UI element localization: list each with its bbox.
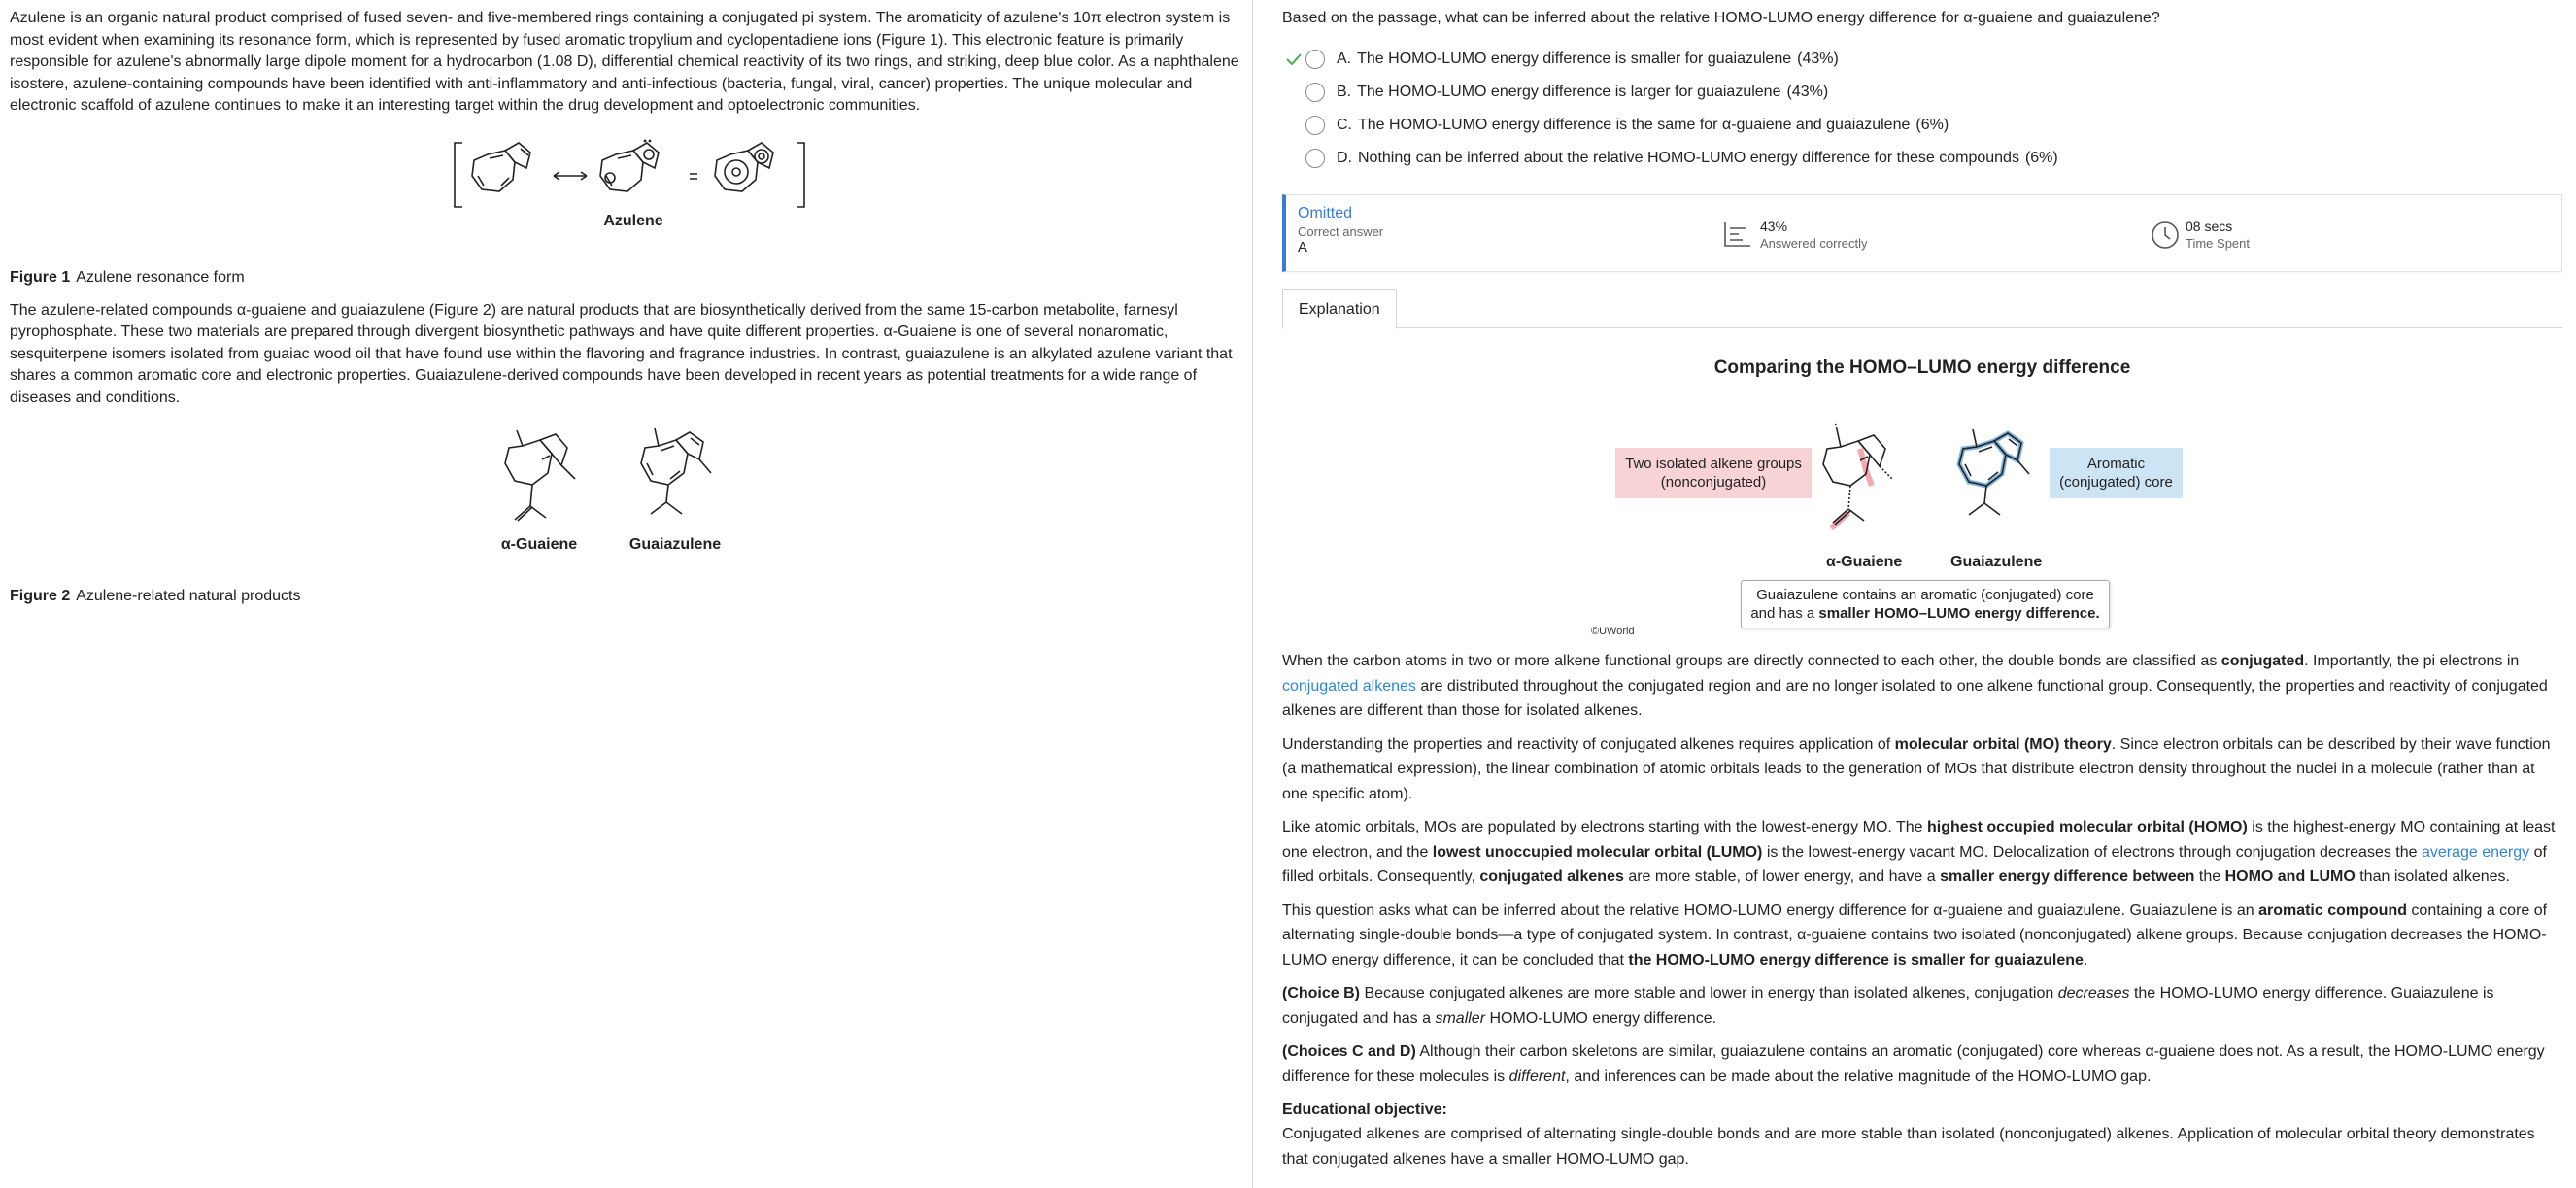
figure-1 [10, 137, 1242, 263]
azulene-related-products-structures [495, 424, 729, 580]
educational-objective-text: Conjugated alkenes are comprised of alternating single-double bonds and are more stable than isolated (nonconjugated) alkenes. Application of molecular orbital theory demonstrates that conjugated alkenes have a smaller HOMO-LUMO gap. [1282, 1126, 2535, 1168]
alpha-guaiene-label: α-Guaiene [1826, 554, 1903, 570]
isolated-alkene-callout [1615, 448, 1812, 498]
choice-percent: (6%) [1915, 117, 1949, 133]
answer-choice-d[interactable] [1282, 142, 2576, 175]
time-spent-label: Time Spent [2186, 236, 2250, 251]
percent-correct-value: 43% [1760, 219, 1788, 234]
choice-percent: (43%) [1786, 84, 1829, 100]
choice-text: The HOMO-LUMO energy difference is smaller for guaiazulene [1357, 51, 1792, 67]
passage-paragraph-2: The azulene-related compounds α-guaiene and guaiazulene (Figure 2) are natural products that are biosynthetically derived from the same 15-carbon metabolite, farnesyl pyrophosphate. These two materials are prepared through divergent biosynthetic pathways and have quite different properties. α-Guaiene is one of several nonaromatic, sesquiterpene isomers isolated from guaiac wood oil that have found use within the flavoring and fragrance industries. In contrast, guaiazulene is an alkylated azulene variant that shares a common aromatic core and electronic properties. Guaiazulene-derived compounds have been developed in recent years as potential treatments for a wide range of diseases and conditions. [10, 301, 1233, 406]
explanation-body [1282, 649, 2562, 1171]
explanation-choice-b: (Choice B) Because conjugated alkenes are more stable and lower in energy than isolated alkenes, conjugation decreases the HOMO-LUMO energy difference. Guaiazulene is conjugated and has a smaller HOMO-LUMO energy difference. [1282, 985, 2494, 1027]
callout-line: (nonconjugated) [1660, 474, 1767, 491]
figure-1-caption [10, 269, 1242, 287]
radio-button-a[interactable] [1305, 50, 1325, 69]
answer-choice-c[interactable] [1282, 109, 2576, 142]
figure-2-caption-text: Azulene-related natural products [76, 588, 301, 604]
radio-button-c[interactable] [1305, 116, 1325, 135]
bar-chart-icon [1723, 221, 1752, 253]
choice-percent: (43%) [1797, 51, 1839, 67]
explanation-structures [1821, 408, 2045, 554]
answer-choice-a[interactable] [1282, 43, 2576, 76]
alpha-guaiene-label: α-Guaiene [500, 536, 578, 553]
callout-line: (conjugated) core [2059, 474, 2173, 491]
aromatic-core-callout [2050, 448, 2183, 498]
figure-1-number: Figure 1 [10, 268, 71, 286]
percent-correct-label: Answered correctly [1760, 236, 1868, 251]
tab-explanation[interactable]: Explanation [1282, 289, 1397, 329]
copyright-notice: ©UWorld [1591, 626, 1635, 637]
figure-2 [10, 424, 1242, 580]
choice-letter: D. [1337, 150, 1352, 166]
callout-line: Two isolated alkene groups [1625, 456, 1802, 472]
figure-2-caption [10, 588, 1242, 605]
correct-answer-label: Correct answer [1298, 224, 1384, 239]
explanation-paragraph-1: When the carbon atoms in two or more alkene functional groups are directly connected to each other, the double bonds are classified as conjugated. Importantly, the pi electrons in conjugated alkenes are distributed throughout the conjugated region and are no longer isolated to one alkene functional group. Consequently, the properties and reactivity of conjugated alkenes are different than those for isolated alkenes. [1282, 653, 2548, 719]
explanation-choices-c-d: (Choices C and D) Although their carbon skeletons are similar, guaiazulene contains an aromatic (conjugated) core whereas α-guaiene does not. As a result, the HOMO-LUMO energy difference for these molecules is different, and inferences can be made about the relative magnitude of the HOMO-LUMO gap. [1282, 1043, 2545, 1085]
figure-1-caption-text: Azulene resonance form [76, 268, 245, 286]
question-stem: Based on the passage, what can be inferred about the relative HOMO-LUMO energy difference for α-guaiene and guaiazulene? [1282, 10, 2160, 26]
question-pane [1253, 0, 2576, 1188]
guaiazulene-label: Guaiazulene [628, 536, 722, 553]
azulene-resonance-structure [449, 137, 818, 263]
stats-bar [1282, 194, 2562, 272]
summary-callout [1741, 580, 2110, 628]
time-spent-stat [2186, 219, 2250, 251]
percent-correct-stat [1760, 219, 1868, 251]
summary-line-1: Guaiazulene contains an aromatic (conjugated) core [1756, 587, 2094, 603]
choice-percent: (6%) [2024, 150, 2058, 166]
azulene-label: Azulene [603, 212, 663, 229]
tab-bar [1282, 289, 2562, 328]
choice-text: The HOMO-LUMO energy difference is larger for guaiazulene [1357, 84, 1781, 100]
choice-letter: A. [1337, 51, 1352, 67]
correct-check-icon [1282, 48, 1305, 71]
passage-paragraph-1: Azulene is an organic natural product comprised of fused seven- and five-membered rings containing a conjugated pi system. The aromaticity of azulene's 10π electron system is most evident when examining its resonance form, which is represented by fused aromatic tropylium and cyclopentadiene ions (Figure 1). This electronic feature is primarily responsible for azulene's abnormally large dipole moment for a hydrocarbon (1.08 D), differential chemical reactivity of its two rings, and striking, deep blue color. As a naphthalene isostere, azulene-containing compounds have been identified with anti-inflammatory and anti-infectious (bacteria, fungal, viral, cancer) properties. The unique molecular and electronic scaffold of azulene continues to make it an interesting target within the drug development and optoelectronic communities. [10, 10, 1239, 114]
explanation-paragraph-3: Like atomic orbitals, MOs are populated by electrons starting with the lowest-energy MO. The highest occupied molecular orbital (HOMO) is the highest-energy MO containing at least one electron, and the lowest unoccupied molecular orbital (LUMO) is the lowest-energy vacant MO. Delocalization of electrons through conjugation decreases the average energy of filled orbitals. Consequently, conjugated alkenes are more stable, of lower energy, and have a smaller energy difference between the HOMO and LUMO than isolated alkenes. [1282, 819, 2556, 885]
educational-objective-heading: Educational objective: [1282, 1102, 1447, 1118]
explanation-figure [1282, 389, 2562, 643]
passage-pane [0, 0, 1253, 1188]
correct-answer-value: A [1298, 239, 1308, 255]
choice-text: The HOMO-LUMO energy difference is the same for α-guaiene and guaiazulene [1358, 117, 1911, 133]
callout-line: Aromatic [2086, 456, 2146, 472]
choice-letter: C. [1337, 117, 1352, 133]
radio-button-d[interactable] [1305, 149, 1325, 168]
explanation-paragraph-2: Understanding the properties and reactivity of conjugated alkenes requires application of molecular orbital (MO) theory. Since electron orbitals can be described by their wave function (a mathematical expression), the linear combination of atomic orbitals leads to the generation of MOs that distribute electron density throughout the nuclei in a molecule (rather than at one specific atom). [1282, 735, 2551, 802]
conjugated-alkenes-link[interactable]: conjugated alkenes [1282, 677, 1416, 695]
guaiazulene-label: Guaiazulene [1950, 554, 2043, 570]
answer-choices [1282, 43, 2576, 175]
explanation-paragraph-4: This question asks what can be inferred about the relative HOMO-LUMO energy difference for α-guaiene and guaiazulene. Guaiazulene is an aromatic compound containing a core of alternating single-double bonds—a type of conjugated system. In contrast, α-guaiene contains two isolated (nonconjugated) alkene groups. Because conjugation decreases the HOMO-LUMO energy difference, it can be concluded that the HOMO-LUMO energy difference is smaller for guaiazulene. [1282, 901, 2548, 968]
figure-2-number: Figure 2 [10, 588, 71, 604]
status-omitted: Omitted [1298, 205, 1353, 221]
answer-status [1298, 205, 1383, 255]
summary-line-2: and has a smaller HOMO–LUMO energy difference. [1750, 605, 2100, 622]
choice-letter: B. [1337, 84, 1352, 100]
radio-button-b[interactable] [1305, 83, 1325, 102]
choice-text: Nothing can be inferred about the relative HOMO-LUMO energy difference for these compounds [1358, 150, 2019, 166]
answer-choice-b[interactable] [1282, 76, 2576, 109]
time-spent-value: 08 secs [2186, 219, 2233, 234]
average-energy-link[interactable]: average energy [2421, 843, 2530, 861]
clock-icon [2151, 221, 2180, 255]
explanation-title: Comparing the HOMO–LUMO energy difference [1713, 357, 2131, 378]
